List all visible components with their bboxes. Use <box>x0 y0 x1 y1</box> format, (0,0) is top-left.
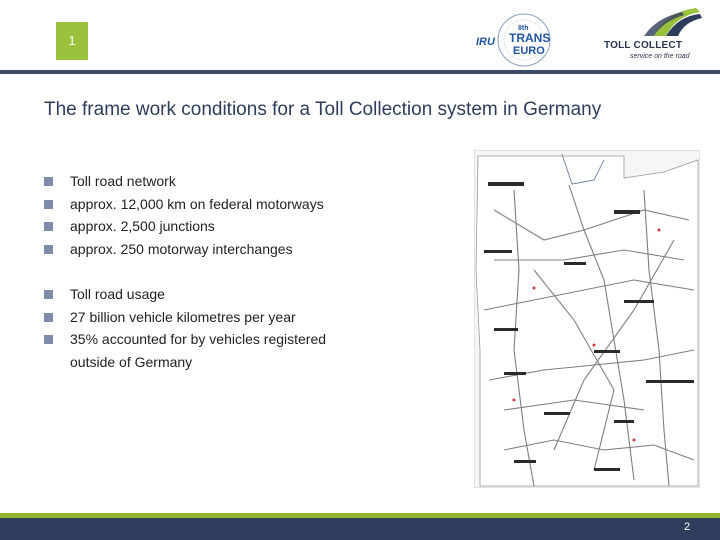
bullet-item: approx. 12,000 km on federal motorways <box>44 193 374 216</box>
bullet-item: 35% accounted for by vehicles registered outside of Germany <box>44 328 374 373</box>
bullet-heading: Toll road usage <box>44 283 374 306</box>
toll-collect-name: TOLL COLLECT <box>604 40 683 51</box>
bullet-list <box>44 170 374 373</box>
slide-number-badge: 1 <box>56 22 88 60</box>
footer-bar <box>0 518 720 540</box>
iru-transeuro-logo <box>474 10 570 70</box>
header-divider <box>0 70 720 74</box>
iru-edition-text: 8th <box>518 25 529 32</box>
iru-euro-text: EURO <box>513 45 545 57</box>
iru-trans-text: TRANS <box>509 31 551 45</box>
bullet-item: 27 billion vehicle kilometres per year <box>44 306 374 329</box>
slide-title: The frame work conditions for a Toll Collection system in Germany <box>44 99 602 120</box>
germany-motorway-map-icon <box>474 150 700 488</box>
bullet-heading: Toll road network <box>44 170 374 193</box>
bullet-item: approx. 2,500 junctions <box>44 215 374 238</box>
bullet-item: approx. 250 motorway interchanges <box>44 238 374 261</box>
iru-text: IRU <box>476 36 495 48</box>
toll-collect-tagline: service on the road <box>630 53 690 60</box>
page-number: 2 <box>684 521 691 533</box>
